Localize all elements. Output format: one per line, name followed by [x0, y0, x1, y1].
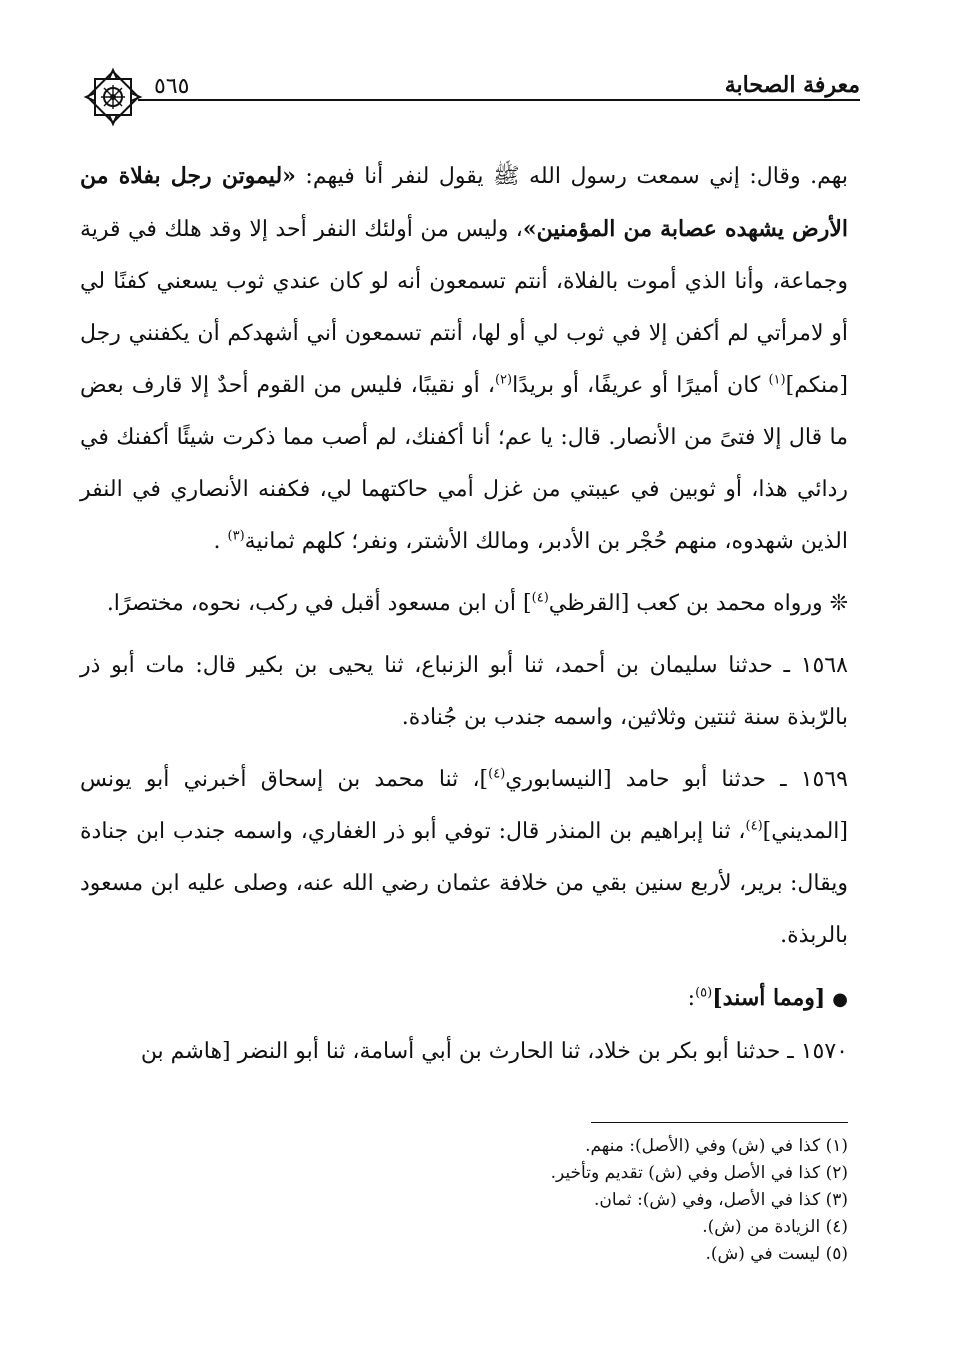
text-span: كان أميرًا أو عريفًا، أو بريدًا [512, 373, 769, 398]
text-span: . [213, 529, 228, 554]
octagram-ornament-icon [82, 66, 144, 128]
footnote: (٣) كذا في الأصل، وفي (ش): ثمان. [594, 1190, 848, 1210]
text-span: ❊ ورواه محمد بن كعب [القرظي [548, 591, 848, 616]
paragraph-1568: ١٥٦٨ ـ حدثنا سليمان بن أحمد، ثنا أبو الزنباع، ثنا يحيى بن بكير قال: مات أبو ذر بالرّبذة سنة ثنتين وثلاثين، واسمه جندب بن جُنادة. [80, 653, 848, 730]
footnote-ref: (٤) [745, 818, 763, 834]
section-heading [80, 972, 848, 1026]
footnote: (١) كذا في (ش) وفي (الأصل): منهم. [585, 1136, 848, 1156]
text-span: ، أو نقيبًا، فليس من القوم أحدٌ إلا قارف بعض ما قال إلا فتىً من الأنصار. قال: يا عم؛ أنا أكفنك، لم أصب مما ذكرت شيئًا أكفنك في ردائي هذا، أو ثوبين في عيبتي من غزل أمي حاكتهما لي، فكفنه الأنصاري في النفر الذين شهدوه، منهم حُجْر بن الأدبر، ومالك الأشتر، ونفر؛ كلهم ثمانية [80, 373, 848, 554]
page-number: ٥٦٥ [154, 74, 190, 99]
text-span: ] أن ابن مسعود أقبل في ركب، نحوه، مختصرًا. [106, 591, 532, 616]
text-span: ، ثنا إبراهيم بن المنذر قال: توفي أبو ذر الغفاري، واسمه جندب ابن جنادة ويقال: برير، لأربع سنين بقي من خلافة عثمان رضي الله عنه، وصلى عليه ابن مسعود بالربذة. [80, 819, 848, 948]
text-span: ]، ثنا محمد بن إسحاق أخبرني أبو يونس [المديني] [80, 767, 849, 844]
text-span: ١٥٦٩ ـ حدثنا أبو حامد [النيسابوري [505, 767, 848, 792]
main-text [80, 150, 848, 1078]
heading-colon: : [687, 986, 696, 1011]
page-header [82, 66, 860, 130]
text-span: ، وليس من أولئك النفر أحد إلا وقد هلك في قرية وجماعة، وأنا الذي أموت بالفلاة، أنتم تسمعون أنه لو كان عندي ثوب يسعني كفنًا لي أو لامرأتي لم أكفن إلا في ثوب لي أو لها، أنتم تسمعون أني أشهدكم أن يكفنني رجل [منكم] [80, 217, 848, 398]
header-rule [138, 99, 860, 101]
heading-text: [ومما أسند] [712, 985, 826, 1011]
footnote-ref: (٢) [494, 372, 513, 388]
text-span: بهم. وقال: إني سمعت رسول الله ﷺ يقول لنفر أنا فيهم: [295, 164, 848, 189]
footnote: (٥) ليست في (ش). [705, 1244, 848, 1264]
running-title: معرفة الصحابة [724, 72, 860, 98]
hadith-quote: «ليموتن رجل بفلاة من الأرض يشهده عصابة من المؤمنين» [80, 163, 848, 242]
footnote-ref: (٤) [488, 766, 506, 782]
paragraph-narration [80, 150, 848, 568]
bullet-icon: ● [832, 989, 848, 1010]
footnote: (٢) كذا في الأصل وفي (ش) تقديم وتأخير. [550, 1163, 848, 1183]
footnote-ref: (٥) [695, 985, 713, 1001]
footnote-ref: (١) [768, 372, 786, 388]
footnotes [208, 1133, 848, 1268]
footnote-ref: (٣) [227, 528, 245, 544]
paragraph-1569 [80, 754, 848, 962]
paragraph-variant [80, 578, 848, 630]
paragraph-1570: ١٥٧٠ ـ حدثنا أبو بكر بن خلاد، ثنا الحارث بن أبي أسامة، ثنا أبو النضر [هاشم بن [140, 1039, 848, 1064]
footnote: (٤) الزيادة من (ش). [702, 1217, 848, 1237]
footnote-rule [591, 1122, 848, 1123]
footnote-ref: (٤) [531, 590, 549, 606]
